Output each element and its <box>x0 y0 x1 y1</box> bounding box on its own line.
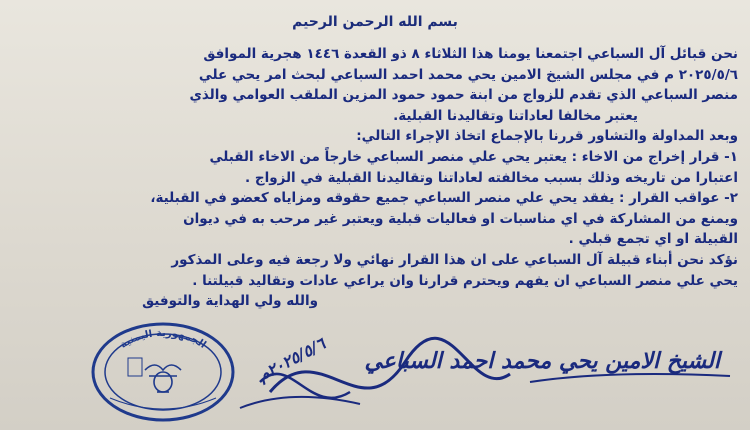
basmala-heading: بسم الله الرحمن الرحيم <box>292 14 458 30</box>
seal-top-text: الجمهورية اليمنية <box>118 327 208 351</box>
body-line: نؤكد نحن أبناء قبيلة آل السباعي على ان هذا القرار نهائي ولا رجعة فيه وعلى المذكور <box>171 251 738 268</box>
body-line: يعتبر مخالفا لعاداتنا وتقاليدنا القبلية. <box>393 107 638 124</box>
body-line: ٢- عواقب القرار : يفقد يحي علي منصر السباعي جميع حقوقه ومزاياه كعضو في القبلية، <box>150 190 738 207</box>
body-line: يحي علي منصر السباعي ان يفهم ويحترم قرارنا وان يراعي عادات وتقاليد قبيلتنا . <box>192 272 738 289</box>
body-line: وبعد المداولة والتشاور قررنا بالإجماع اتخاذ الإجراء التالي: <box>356 128 738 145</box>
closing-line: والله ولي الهداية والتوفيق <box>142 293 318 310</box>
svg-text:الجمهورية اليمنية <box>118 328 208 351</box>
body-line: القبيلة او اي تجمع قبلي . <box>568 231 738 248</box>
body-line: نحن قبائل آل السباعي اجتمعنا يومنا هذا الثلاثاء ٨ ذو القعدة ١٤٤٦ هجرية الموافق <box>203 46 738 62</box>
body-line: ١- قرار إخراج من الاخاء : يعتبر يحي علي منصر السباعي خارجاً من الاخاء القبلي <box>209 148 738 165</box>
body-line: ويمنع من المشاركة في اي مناسبات او فعاليات قبلية ويعتبر غير مرحب به في ديوان <box>183 210 738 227</box>
body-line: ٢٠٢٥/٥/٦ م في مجلس الشيخ الامين يحي محمد احمد السباعي لبحث امر يحي علي <box>198 66 738 83</box>
signature-name: الشيخ الامين يحي محمد احمد السباعي <box>364 348 720 374</box>
body-line: منصر السباعي الذي تقدم للزواج من ابنة حمود حمود المزين الملقب العوامي والذي <box>189 87 738 104</box>
document-body <box>14 44 738 312</box>
body-line: اعتبارا من تاريخه وذلك بسبب مخالفته لعاداتنا وتقاليدنا القبلية في الزواج . <box>245 169 738 186</box>
signature-date: ٢٠٢٥/٥/٦م <box>254 333 329 386</box>
official-seal <box>88 320 238 424</box>
